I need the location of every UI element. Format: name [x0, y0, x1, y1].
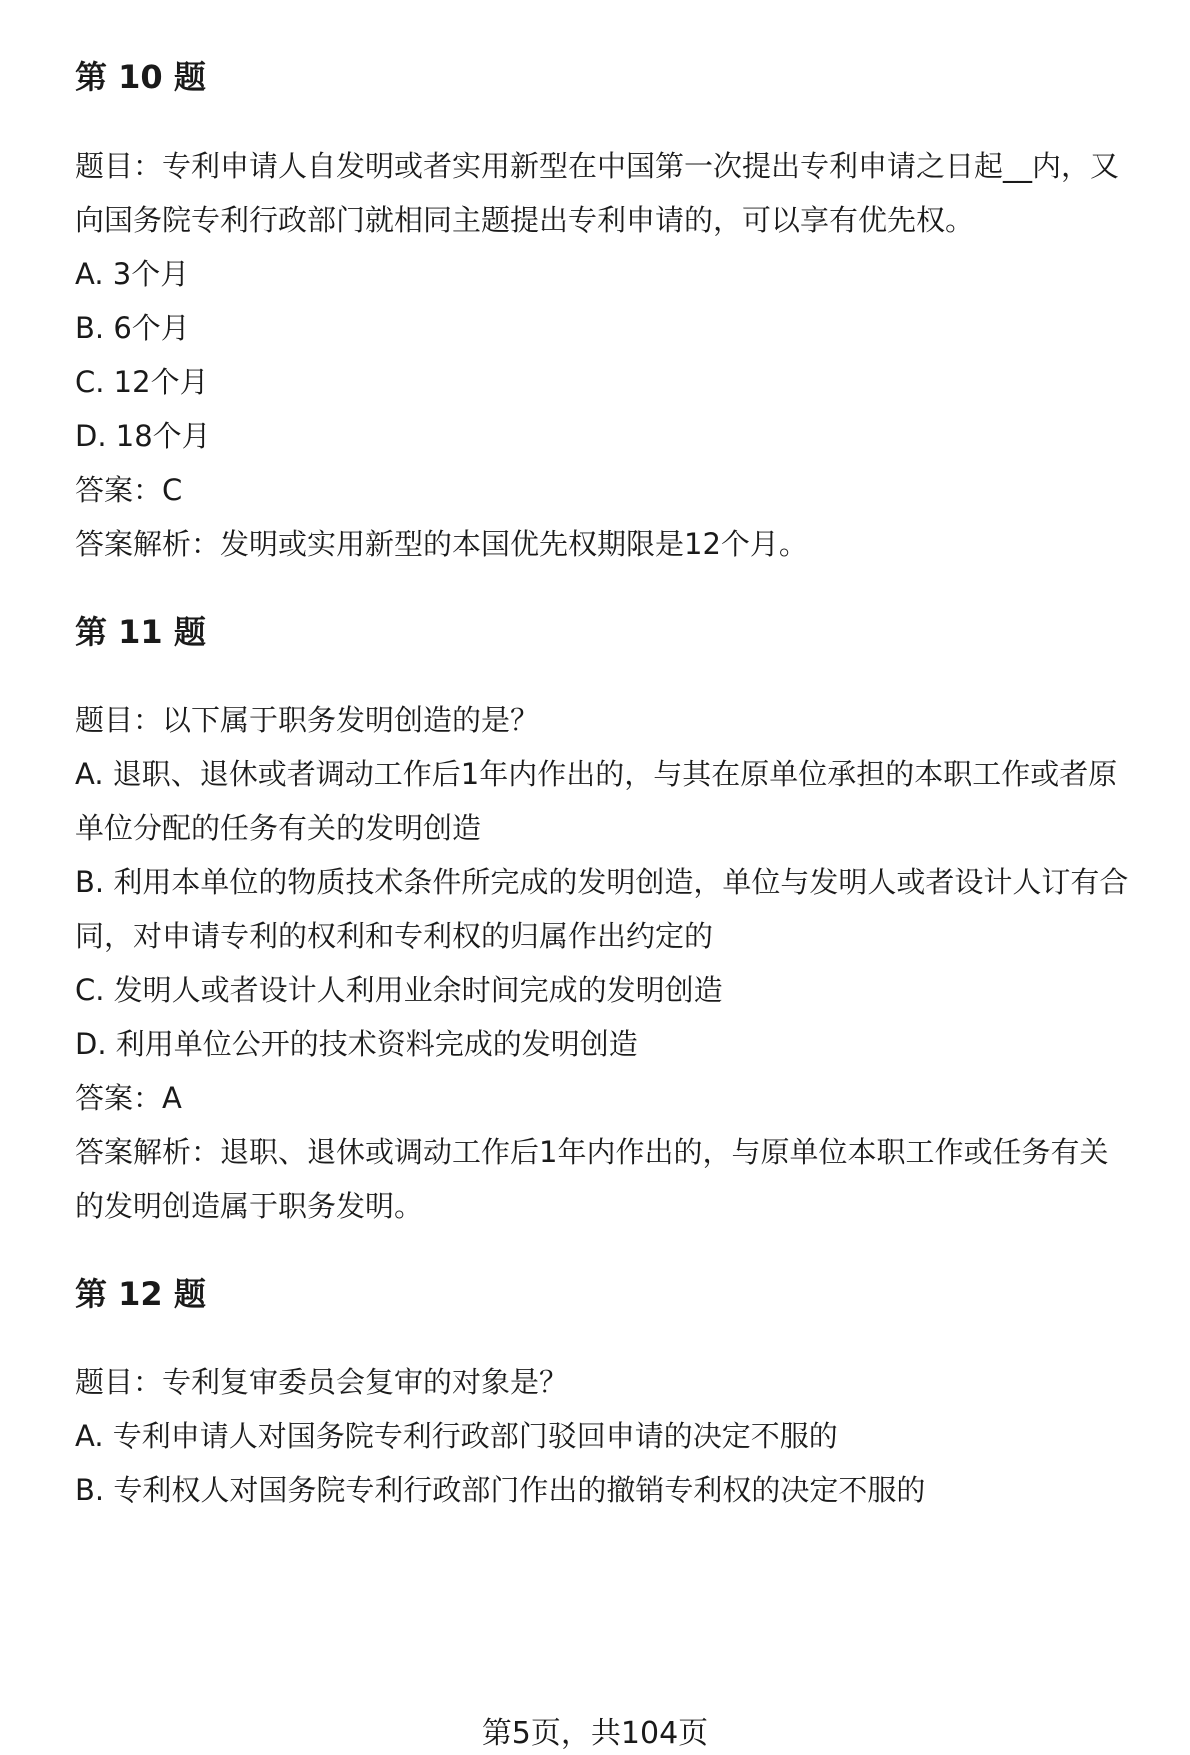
question-12-option-a: A. 专利申请人对国务院专利行政部门驳回申请的决定不服的 [75, 1419, 838, 1453]
question-10-option-b: B. 6个月 [75, 311, 190, 345]
question-10-title: 第 10 题 [75, 58, 206, 96]
question-10-stem-line-1: 题目：专利申请人自发明或者实用新型在中国第一次提出专利申请之日起__内，又 [75, 149, 1120, 183]
question-10-stem-line-2: 向国务院专利行政部门就相同主题提出专利申请的，可以享有优先权。 [75, 203, 975, 237]
page-number-footer: 第5页，共104页 [481, 1716, 709, 1751]
question-11-title: 第 11 题 [75, 613, 206, 651]
question-11-stem: 题目：以下属于职务发明创造的是？ [75, 703, 540, 737]
question-10-option-c: C. 12个月 [75, 365, 209, 399]
question-11-analysis-line-1: 答案解析：退职、退休或调动工作后1年内作出的，与原单位本职工作或任务有关 [75, 1135, 1109, 1169]
question-11-option-b-line-1: B. 利用本单位的物质技术条件所完成的发明创造，单位与发明人或者设计人订有合 [75, 865, 1129, 899]
question-10-option-a: A. 3个月 [75, 257, 190, 291]
question-10-option-d: D. 18个月 [75, 419, 211, 453]
question-11-analysis-line-2: 的发明创造属于职务发明。 [75, 1189, 424, 1223]
question-11-option-c: C. 发明人或者设计人利用业余时间完成的发明创造 [75, 973, 723, 1007]
question-12-option-b: B. 专利权人对国务院专利行政部门作出的撤销专利权的决定不服的 [75, 1473, 926, 1507]
question-12-stem: 题目：专利复审委员会复审的对象是？ [75, 1365, 569, 1399]
question-11-option-a-line-1: A. 退职、退休或者调动工作后1年内作出的，与其在原单位承担的本职工作或者原 [75, 757, 1118, 791]
question-12-title: 第 12 题 [75, 1275, 206, 1313]
question-11-option-a-line-2: 单位分配的任务有关的发明创造 [75, 811, 482, 845]
question-10-analysis: 答案解析：发明或实用新型的本国优先权期限是12个月。 [75, 527, 808, 561]
question-11-option-b-line-2: 同，对申请专利的权利和专利权的归属作出约定的 [75, 919, 714, 953]
question-11-option-d: D. 利用单位公开的技术资料完成的发明创造 [75, 1027, 638, 1061]
question-10-answer: 答案：C [75, 473, 183, 507]
question-11-answer: 答案：A [75, 1081, 182, 1115]
